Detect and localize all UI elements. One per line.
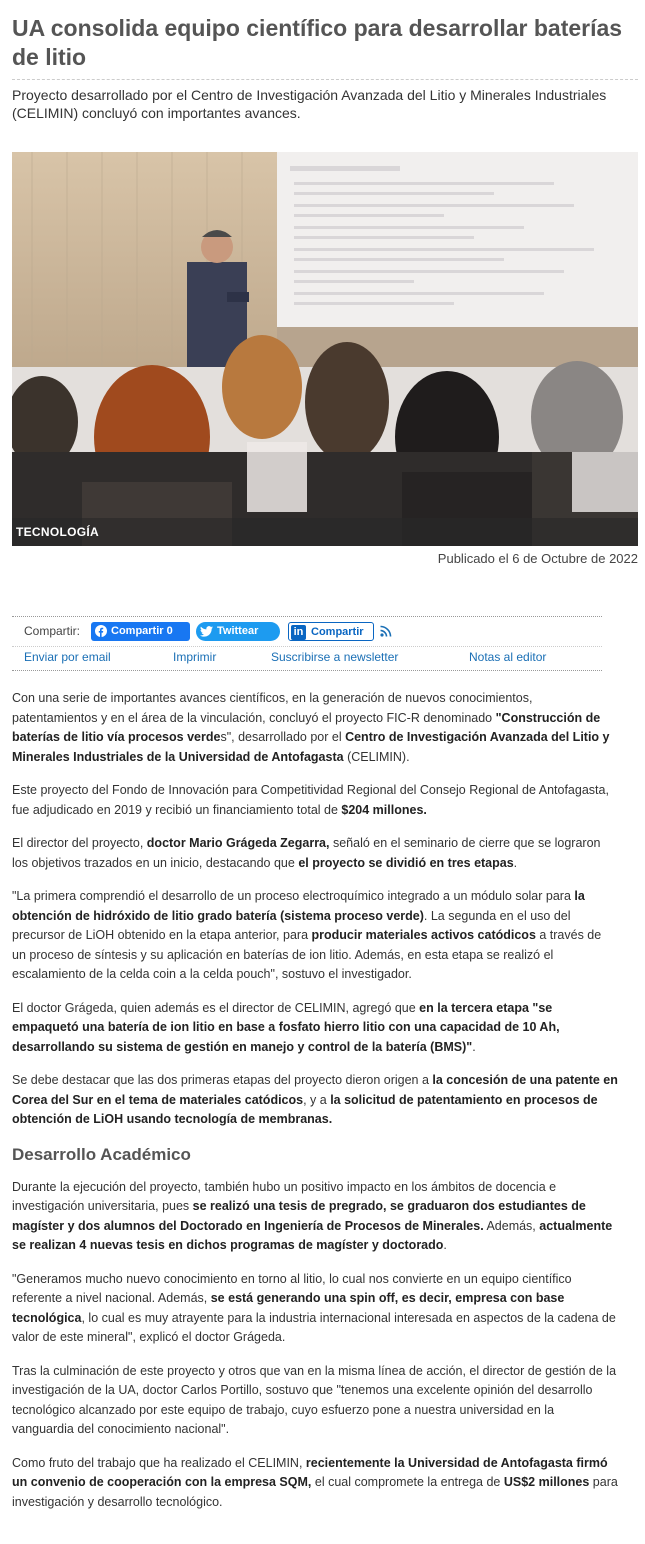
text: Como fruto del trabajo que ha realizado el CELIMIN, [12,1455,306,1470]
twitter-share-button[interactable] [196,622,280,641]
print-link[interactable]: Imprimir [173,650,217,664]
text: "La primera comprendió el desarrollo de un proceso electroquímico integrado a un módulo solar para [12,889,575,903]
text: señaló en el seminario de cierre que se lograron los objetivos trazados en un inicio, destacando que [12,836,601,870]
linkedin-share-label: Compartir [311,626,364,638]
rss-icon[interactable] [380,624,392,642]
bold-text: US$2 millones [503,1475,590,1489]
article-body [12,689,618,1526]
bold-text: se está generando una spin off, es decir, empresa con base tecnológica [12,1291,565,1325]
paragraph-4 [12,887,618,985]
bold-text: "Construcción de baterías de litio vía procesos verde [12,710,601,744]
bold-text: producir materiales activos catódicos [311,928,536,942]
bold-text: doctor Mario Grágeda Zegarra, [146,836,330,850]
facebook-icon [95,625,107,637]
bold-text: la concesión de una patente en Corea del Sur en el tema de materiales catódicos [12,1073,618,1107]
text: . [443,1238,447,1252]
bold-text: se realizó una tesis de pregrado, se graduaron dos estudiantes de magíster y dos alumnos del Doctorado en Ingeniería de Procesos de Minerales. [12,1199,586,1233]
text: s", desarrollado por el [220,730,346,744]
rss-feed-glyph [380,625,392,637]
paragraph-6 [12,1071,618,1130]
share-bar [12,616,602,672]
paragraph-2 [12,781,618,820]
bold-text: el proyecto se dividió en tres etapas [298,855,514,870]
text: el cual compromete la entrega de [311,1475,504,1489]
share-top-divider [12,616,602,617]
text: Con una serie de importantes avances científicos, en la generación de nuevos conocimientos, patentamientos y en el área de la vinculación, concluyó el proyecto FIC-R denominado [12,691,533,725]
article-title: UA consolida equipo científico para desarrollar baterías de litio [12,15,623,70]
title-divider [12,79,638,80]
share-bottom-divider [12,670,602,671]
text: , lo cual es muy atrayente para la industria internacional interesada en aspectos de la cadena de valor de este mineral", explicó el doctor Grágeda. [12,1310,616,1344]
paragraph-10 [12,1454,618,1513]
paragraph-5 [12,999,618,1058]
bold-text: actualmente se realizan 4 nuevas tesis en dichos programas de magíster y doctorado [12,1218,613,1252]
text: para investigación y desarrollo tecnológico. [12,1475,618,1509]
newsletter-link[interactable]: Suscribirse a newsletter [271,650,399,664]
text: El doctor Grágeda, quien además es el director de CELIMIN, agregó que [12,1000,420,1015]
text: "Generamos mucho nuevo conocimiento en torno al litio, lo cual nos convierte en un equipo científico referente a nivel nacional. Además, [12,1271,572,1305]
linkedin-icon: in [291,625,306,640]
text: Tras la culminación de este proyecto y otros que van en la misma línea de acción, el director de gestión de la investigación de la UA, doctor Carlos Portillo, sostuvo que "tenemos una excelente opinión del desarrollo tecnológico alcanzado por este equipo de trabajo, cuyo esfuerzo pone a nuestra universidad en la vanguardia del conocimiento nacional". [12,1363,617,1436]
facebook-share-button[interactable] [91,622,190,641]
bold-text: Centro de Investigación Avanzada del Litio y Minerales Industriales de la Universidad de Antofagasta [12,730,610,764]
paragraph-3 [12,834,618,873]
section-heading: Desarrollo Académico [12,1144,191,1164]
email-link[interactable]: Enviar por email [24,650,111,664]
article-subtitle: Proyecto desarrollado por el Centro de Investigación Avanzada del Litio y Minerales Industriales (CELIMIN) concluyó con importantes avances. [12,87,607,121]
text: Este proyecto del Fondo de Innovación para Competitividad Regional del Consejo Regional de Antofagasta, fue adjudicado en 2019 y recibió un financiamiento total de [12,783,609,817]
text: . La segunda en el uso del precursor de LiOH obtenido en la etapa anterior, para [12,908,571,942]
published-date: Publicado el 6 de Octubre de 2022 [437,551,638,566]
bold-text: recientemente la Universidad de Antofagasta firmó un convenio de cooperación con la empresa SQM, [12,1455,608,1489]
hero-photo [12,152,638,546]
paragraph-9 [12,1362,618,1440]
text: . [513,855,518,870]
paragraph-7 [12,1178,618,1256]
paragraph-8 [12,1270,618,1348]
paragraph-1 [12,689,618,767]
text: . [472,1039,476,1054]
twitter-bird-icon [200,626,213,637]
linkedin-share-button[interactable] [288,622,374,641]
text: Durante la ejecución del proyecto, también hubo un positivo impacto en los ámbitos de docencia e investigación universitaria, pues [12,1179,557,1213]
text: a través de un proceso de síntesis y su aplicación en baterías de ion litio. Además, en esta etapa se realizó el escalamiento de la celda coin a la celda pouch", sostuvo el investigador. [12,928,602,981]
twitter-share-label: Twittear [217,625,259,637]
editor-notes-link[interactable]: Notas al editor [469,650,547,664]
share-label: Compartir: [24,624,81,638]
text: Se debe destacar que las dos primeras etapas del proyecto dieron origen a [12,1073,433,1087]
category-label: TECNOLOGÍA [12,518,638,546]
facebook-share-label: Compartir 0 [111,625,173,637]
bold-text: en la tercera etapa "se empaquetó una batería de ion litio en base a fosfato hierro litio con una capacidad de 10 Ah, desarrollando su sistema de gestión en manejo y control de la batería (BMS)" [12,1000,560,1054]
text: El director del proyecto, [12,836,147,850]
text: , y a [303,1092,331,1107]
share-middle-divider [12,646,602,647]
bold-text: $204 millones. [341,802,427,817]
seminar-photo-illustration [12,152,638,546]
bold-text: la solicitud de patentamiento en procesos de obtención de LiOH usando tecnología de membranas. [12,1092,598,1126]
text: (CELIMIN). [343,749,410,764]
bold-text: la obtención de hidróxido de litio grado batería (sistema proceso verde) [12,889,585,923]
text: Además, [483,1218,540,1233]
